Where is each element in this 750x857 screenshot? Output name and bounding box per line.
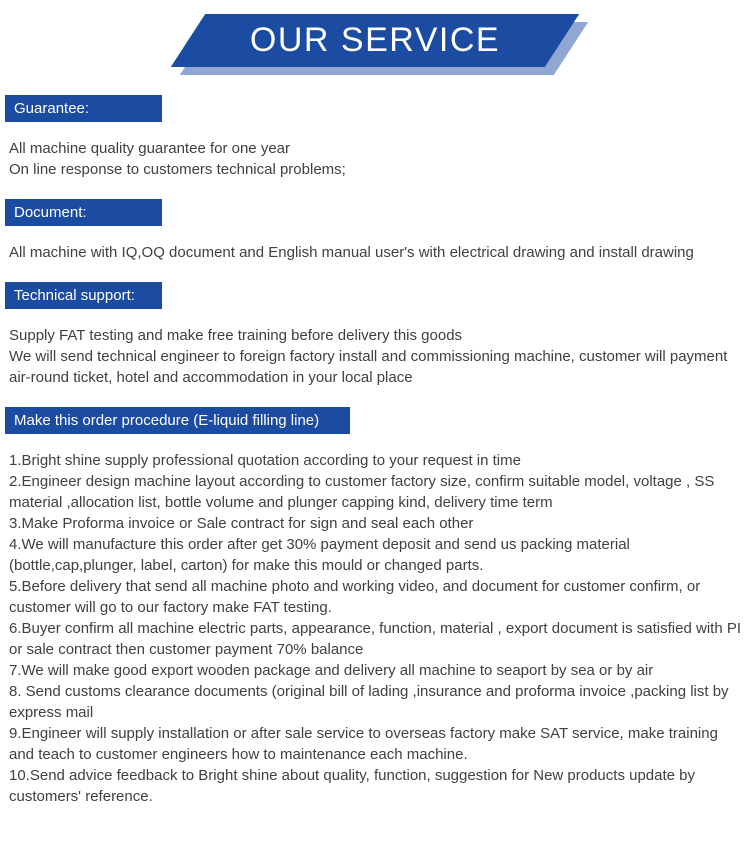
- procedure-step: 4.We will manufacture this order after get 30% payment deposit and send us packing material (bottle,cap,plunger, label, carton) for make this mould or changed parts.: [9, 536, 630, 574]
- procedure-list: [9, 450, 750, 807]
- body-line: Supply FAT testing and make free training before delivery this goods: [9, 327, 463, 344]
- procedure-step: 8. Send customs clearance documents (original bill of lading ,insurance and proforma invoice ,packing list by express mail: [9, 683, 729, 721]
- service-banner: [0, 0, 750, 76]
- section-heading-technical-support: Technical support:: [5, 282, 162, 309]
- section-heading-document: Document:: [5, 199, 162, 226]
- procedure-step: 7.We will make good export wooden package and delivery all machine to seaport by sea or by air: [9, 662, 654, 679]
- section-document: [0, 199, 750, 263]
- section-body-document: [9, 242, 750, 263]
- section-technical-support: [0, 282, 750, 388]
- procedure-step: 10.Send advice feedback to Bright shine about quality, function, suggestion for New products update by customers' reference.: [9, 767, 695, 805]
- section-guarantee: [0, 95, 750, 180]
- body-line: On line response to customers technical problems;: [9, 161, 346, 178]
- section-body-technical-support: [9, 325, 750, 388]
- banner-title: OUR SERVICE: [249, 21, 501, 59]
- section-heading-guarantee: Guarantee:: [5, 95, 162, 122]
- section-heading-order-procedure: Make this order procedure (E-liquid filling line): [5, 407, 350, 434]
- procedure-step: 6.Buyer confirm all machine electric parts, appearance, function, material , export document is satisfied with PI or sale contract then customer payment 70% balance: [9, 620, 742, 658]
- procedure-step: 2.Engineer design machine layout according to customer factory size, confirm suitable model, voltage , SS material ,allocation list, bottle volume and plunger capping kind, delivery time term: [9, 473, 715, 511]
- procedure-step: 5.Before delivery that send all machine photo and working video, and document for customer confirm, or customer will go to our factory make FAT testing.: [9, 578, 701, 616]
- body-line: All machine with IQ,OQ document and English manual user's with electrical drawing and install drawing: [9, 244, 694, 261]
- procedure-step: 9.Engineer will supply installation or after sale service to overseas factory make SAT service, make training and teach to customer engineers how to maintenance each machine.: [9, 725, 718, 763]
- procedure-step: 3.Make Proforma invoice or Sale contract for sign and seal each other: [9, 515, 474, 532]
- section-order-procedure: [0, 407, 750, 807]
- body-line: All machine quality guarantee for one year: [9, 140, 291, 157]
- body-line: We will send technical engineer to foreign factory install and commissioning machine, customer will payment air-round ticket, hotel and accommodation in your local place: [9, 348, 728, 386]
- section-body-guarantee: [9, 138, 750, 180]
- procedure-step: 1.Bright shine supply professional quotation according to your request in time: [9, 452, 521, 469]
